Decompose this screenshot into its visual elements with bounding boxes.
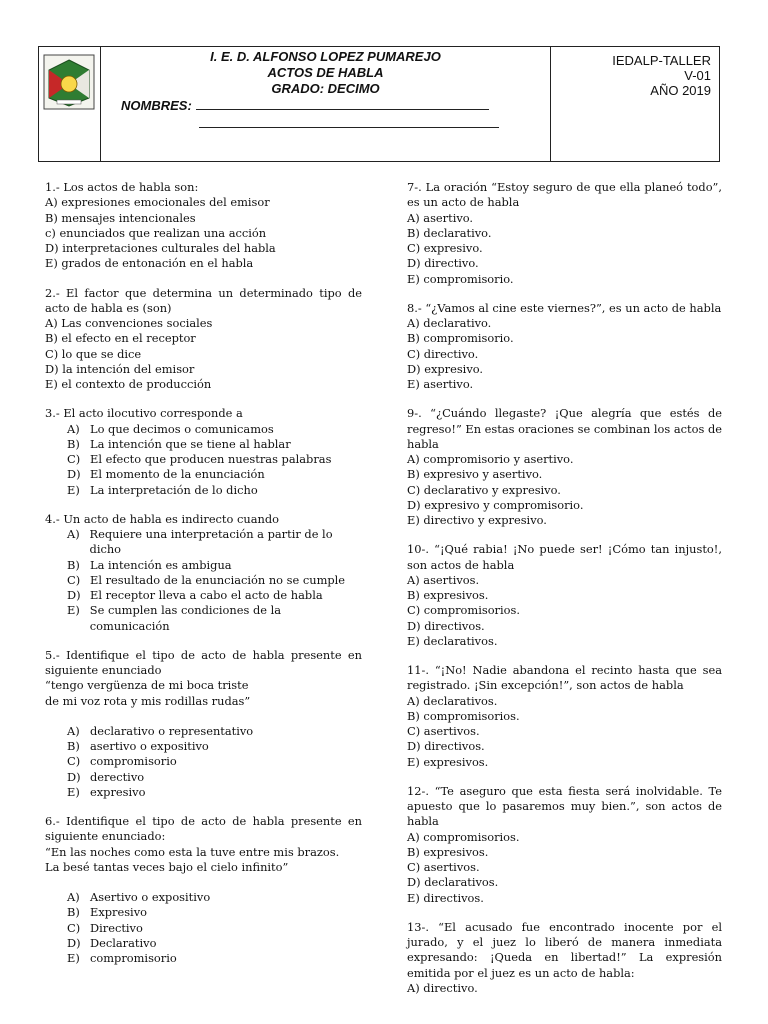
option: A) declarativos. <box>407 693 498 708</box>
option <box>45 437 362 452</box>
option: D) interpretaciones culturales del habla <box>45 241 276 255</box>
option: A) Las convenciones sociales <box>45 316 213 330</box>
option-letter: B) <box>67 557 80 572</box>
left-column <box>45 180 362 980</box>
option <box>45 558 362 573</box>
option-letter: E) <box>67 784 80 799</box>
names-row <box>121 97 489 113</box>
question-stem: 10-. “¡Qué rabia! ¡No puede ser! ¡Cómo tan injusto!, son actos de habla <box>407 542 722 572</box>
option-text: compromisorio <box>90 754 177 769</box>
option: C) declarativo y expresivo. <box>407 482 561 497</box>
option: c) enunciados que realizan una acción <box>45 225 267 240</box>
option-text: La intención es ambigua <box>90 557 232 572</box>
question-stem: 7-. La oración “Estoy seguro de que ella planeó todo”, es un acto de habla <box>407 180 722 210</box>
option <box>45 770 362 785</box>
option: E) grados de entonación en el habla <box>45 256 254 271</box>
option <box>45 452 362 467</box>
option <box>45 890 362 905</box>
option: B) expresivos. <box>407 588 489 602</box>
quote-line: de mi voz rota y mis rodillas rudas” <box>45 693 251 708</box>
question-3 <box>45 406 362 498</box>
option: B) compromisorios. <box>407 708 520 723</box>
option-text: Expresivo <box>90 905 147 920</box>
option: A) asertivos. <box>407 572 480 587</box>
option: D) la intención del emisor <box>45 361 195 376</box>
option: C) directivo. <box>407 346 479 361</box>
question-2 <box>45 286 362 393</box>
option-letter: B) <box>67 436 80 451</box>
option-letter: E) <box>67 482 80 497</box>
option: D) expresivo. <box>407 361 484 376</box>
question-stem: 6.- Identifique el tipo de acto de habla presente en siguiente enunciado: <box>45 814 362 844</box>
school-crest-logo <box>43 54 95 110</box>
option-text: derectivo <box>90 769 145 784</box>
quote-line: “En las noches como esta la tuve entre mis brazos. <box>45 844 340 859</box>
document-code: IEDALP-TALLER <box>612 53 711 68</box>
option <box>45 422 362 437</box>
option <box>45 724 362 739</box>
option: A) compromisorio y asertivo. <box>407 452 574 466</box>
question-stem: 5.- Identifique el tipo de acto de habla presente en siguiente enunciado <box>45 647 362 677</box>
grade-title: GRADO: DECIMO <box>271 81 380 96</box>
option: D) directivos. <box>407 739 485 754</box>
option <box>45 603 362 634</box>
document-year: AÑO 2019 <box>650 83 711 98</box>
names-input-line-2[interactable] <box>199 127 499 128</box>
option-letter: E) <box>67 951 80 965</box>
option <box>45 754 362 769</box>
right-column <box>407 180 722 1010</box>
option-letter: A) <box>67 890 80 904</box>
option: C) lo que se dice <box>45 346 142 361</box>
option-letter: A) <box>67 527 80 541</box>
option: C) expresivo. <box>407 241 483 255</box>
question-stem: 9-. “¿Cuándo llegaste? ¡Que alegría que estés de regreso!” En estas oraciones se combinan los actos de habla <box>407 406 722 451</box>
option <box>45 573 362 588</box>
option <box>45 467 362 482</box>
question-8 <box>407 301 722 393</box>
option-text: El resultado de la enunciación no se cumple <box>90 572 346 587</box>
option <box>45 936 362 951</box>
option <box>45 739 362 754</box>
option <box>45 951 362 966</box>
option <box>45 921 362 936</box>
option-text: Lo que decimos o comunicamos <box>90 421 274 436</box>
question-stem: 12-. “Te aseguro que esta fiesta será inolvidable. Te apuesto que lo pasaremos muy bien.”, son actos de habla <box>407 783 722 829</box>
option: E) el contexto de producción <box>45 377 212 391</box>
option-letter: A) <box>67 723 80 738</box>
question-stem: 2.- El factor que determina un determinado tipo de acto de habla es (son) <box>45 285 362 315</box>
option-text: La intención que se tiene al hablar <box>90 436 291 451</box>
option: B) expresivos. <box>407 844 489 859</box>
document-code-cell <box>551 47 719 161</box>
option: A) declarativo. <box>407 316 492 330</box>
document-version: V-01 <box>684 68 711 83</box>
question-6 <box>45 814 362 966</box>
option: C) asertivos. <box>407 724 480 738</box>
title-cell <box>101 47 551 161</box>
question-stem: 1.- Los actos de habla son: <box>45 180 199 194</box>
option-letter: D) <box>67 588 81 602</box>
question-5 <box>45 648 362 800</box>
option: C) compromisorios. <box>407 603 520 618</box>
header-table <box>38 46 720 162</box>
option-text: declarativo o representativo <box>90 723 254 738</box>
option-text: expresivo <box>90 784 146 799</box>
question-13 <box>407 920 722 996</box>
option-letter: D) <box>67 935 81 950</box>
names-label: NOMBRES: <box>121 98 192 113</box>
option: A) expresiones emocionales del emisor <box>45 195 270 210</box>
option-text: El receptor lleva a cabo el acto de habla <box>90 588 323 602</box>
question-stem: 8.- “¿Vamos al cine este viernes?”, es un acto de habla <box>407 300 722 315</box>
option: E) asertivo. <box>407 377 474 391</box>
option <box>45 588 362 603</box>
option: D) directivos. <box>407 618 485 633</box>
option: C) asertivos. <box>407 860 480 874</box>
option-text: La interpretación de lo dicho <box>90 482 258 497</box>
question-stem: 13-. “El acusado fue encontrado inocente por el jurado, y el juez lo liberó de manera inmediata expresando: ¡Queda en libertad!” La expresión emitida por el juez es un acto de habla: <box>407 919 722 980</box>
option: A) directivo. <box>407 980 478 995</box>
option-text: El efecto que producen nuestras palabras <box>90 452 332 466</box>
subject-title: ACTOS DE HABLA <box>267 65 384 80</box>
option-letter: E) <box>67 603 80 618</box>
option-text: El momento de la enunciación <box>90 467 265 482</box>
option-letter: B) <box>67 739 80 753</box>
option-letter: C) <box>67 754 81 769</box>
option-text: Directivo <box>90 920 143 935</box>
option: D) directivo. <box>407 256 479 271</box>
option-letter: A) <box>67 421 80 436</box>
question-stem: 3.- El acto ilocutivo corresponde a <box>45 406 243 421</box>
option-letter: D) <box>67 467 81 482</box>
question-1 <box>45 180 362 272</box>
question-4 <box>45 512 362 634</box>
option: B) declarativo. <box>407 225 492 240</box>
option: A) compromisorios. <box>407 829 520 844</box>
option: E) declarativos. <box>407 633 498 648</box>
option: B) el efecto en el receptor <box>45 331 196 346</box>
question-7 <box>407 180 722 287</box>
option-letter: B) <box>67 905 80 920</box>
option-text: compromisorio <box>90 951 177 965</box>
quote-line: “tengo vergüenza de mi boca triste <box>45 678 249 693</box>
option-text: Declarativo <box>90 935 157 950</box>
question-12 <box>407 784 722 906</box>
option-letter: C) <box>67 572 81 587</box>
option-text: Se cumplen las condiciones de la comunicación <box>89 603 282 633</box>
option <box>45 483 362 498</box>
option-text: Requiere una interpretación a partir de lo dicho <box>89 527 333 557</box>
option: B) mensajes intencionales <box>45 210 196 225</box>
option: D) declarativos. <box>407 875 499 890</box>
names-input-line-1[interactable] <box>196 97 489 110</box>
question-9 <box>407 406 722 528</box>
quote-line: La besé tantas veces bajo el cielo infinito” <box>45 859 289 874</box>
option: E) compromisorio. <box>407 271 514 286</box>
option-letter: C) <box>67 452 81 466</box>
question-stem: 4.- Un acto de habla es indirecto cuando <box>45 511 279 526</box>
question-10 <box>407 542 722 649</box>
option-text: Asertivo o expositivo <box>90 890 211 904</box>
question-11 <box>407 663 722 770</box>
option: B) compromisorio. <box>407 331 514 346</box>
option: E) directivos. <box>407 890 484 905</box>
option: B) expresivo y asertivo. <box>407 467 543 482</box>
option: D) expresivo y compromisorio. <box>407 497 584 512</box>
option: E) expresivos. <box>407 754 489 769</box>
option <box>45 785 362 800</box>
option <box>45 527 362 558</box>
option: E) directivo y expresivo. <box>407 513 547 527</box>
option-letter: D) <box>67 769 81 784</box>
option <box>45 905 362 920</box>
school-name: I. E. D. ALFONSO LOPEZ PUMAREJO <box>210 49 441 64</box>
question-stem: 11-. “¡No! Nadie abandona el recinto hasta que sea registrado. ¡Sin excepción!”, son actos de habla <box>407 663 722 693</box>
logo-cell <box>39 47 101 161</box>
option-letter: C) <box>67 920 81 935</box>
option: A) asertivo. <box>407 210 474 225</box>
option-text: asertivo o expositivo <box>90 739 209 753</box>
